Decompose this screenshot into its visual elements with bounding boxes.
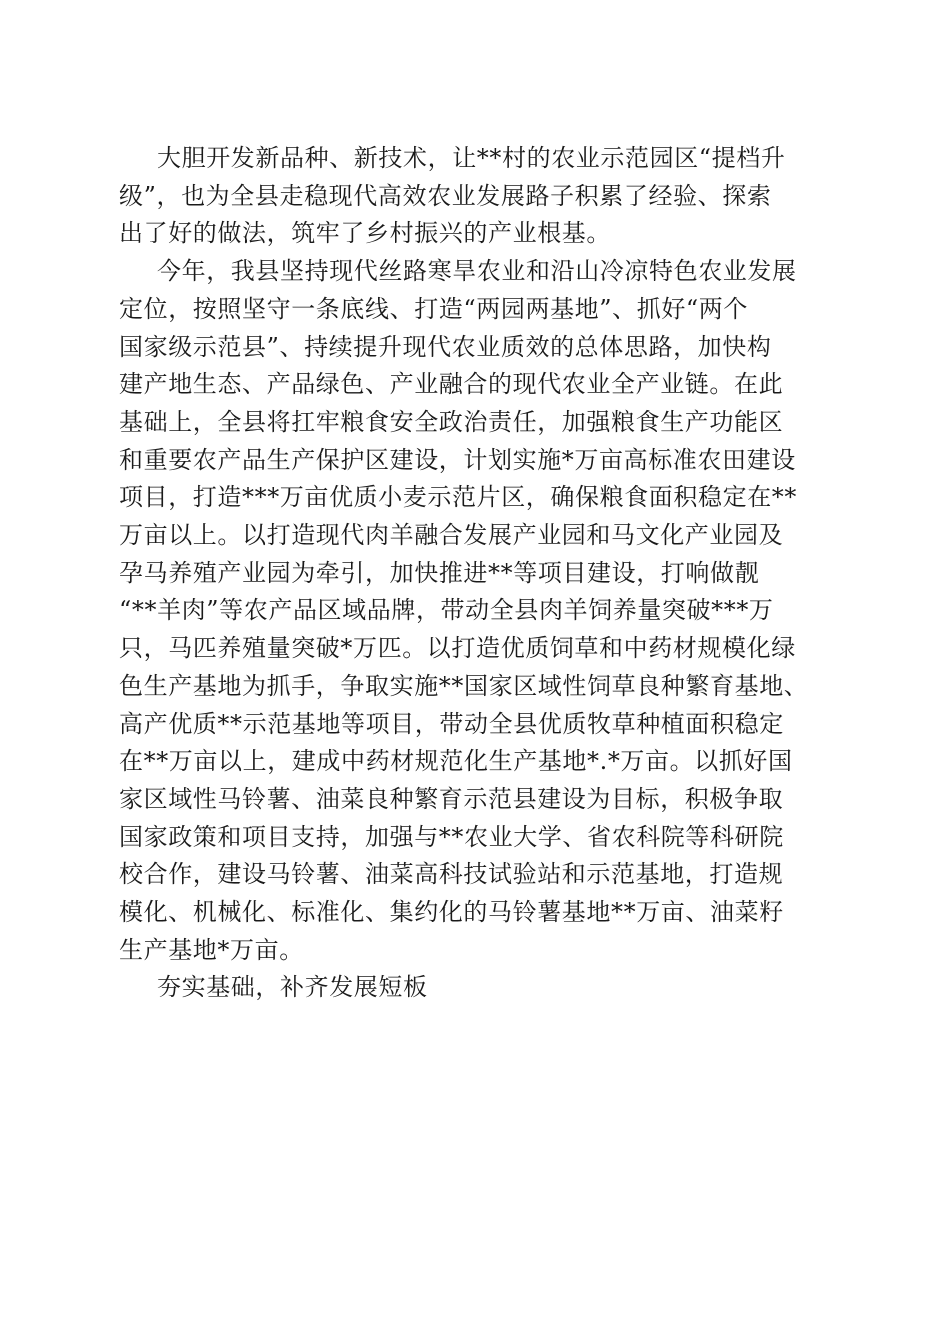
paragraph-2: 今年，我县坚持现代丝路寒旱农业和沿山冷凉特色农业发展 定位，按照坚守一条底线、打造“两园两基地”、抓好“两个 国家级示范县”、持续提升现代农业质效的总体思路，加快构 建产地生态、产品绿色、产业融合的现代农业全产业链。在此 基础上，全县将扛牢粮食安全政治责任，加强粮食生产功能区 和重要农产品生产保护区建设，计划实施*万亩高标准农田建设 项目，打造***万亩优质小麦示范片区，确保粮食面积稳定在** 万亩以上。以打造现代肉羊融合发展产业园和马文化产业园及 孕马养殖产业园为牵引，加快推进**等项目建设，打响做靓 “**羊肉”等农产品区域品牌，带动全县肉羊饲养量突破***万 只，马匹养殖量突破*万匹。以打造优质饲草和中药材规模化绿 色生产基地为抓手，争取实施**国家区域性饲草良种繁育基地、 高产优质**示范基地等项目，带动全县优质牧草种植面积稳定 在**万亩以上，建成中药材规范化生产基地*.*万亩。以抓好国 家区域性马铃薯、油菜良种繁育示范县建设为目标，积极争取 国家政策和项目支持，加强与**农业大学、省农科院等科研院 校合作，建设马铃薯、油菜高科技试验站和示范基地，打造规 模化、机械化、标准化、集约化的马铃薯基地**万亩、油菜籽 生产基地*万亩。: [119, 257, 809, 964]
paragraph-1: 大胆开发新品种、新技术，让**村的农业示范园区“提档升 级”，也为全县走稳现代高效农业发展路子积累了经验、探索 出了好的做法，筑牢了乡村振兴的产业根基。: [119, 144, 786, 248]
document-body: [119, 140, 834, 1007]
section-heading: 夯实基础，补齐发展短板: [157, 973, 428, 1002]
